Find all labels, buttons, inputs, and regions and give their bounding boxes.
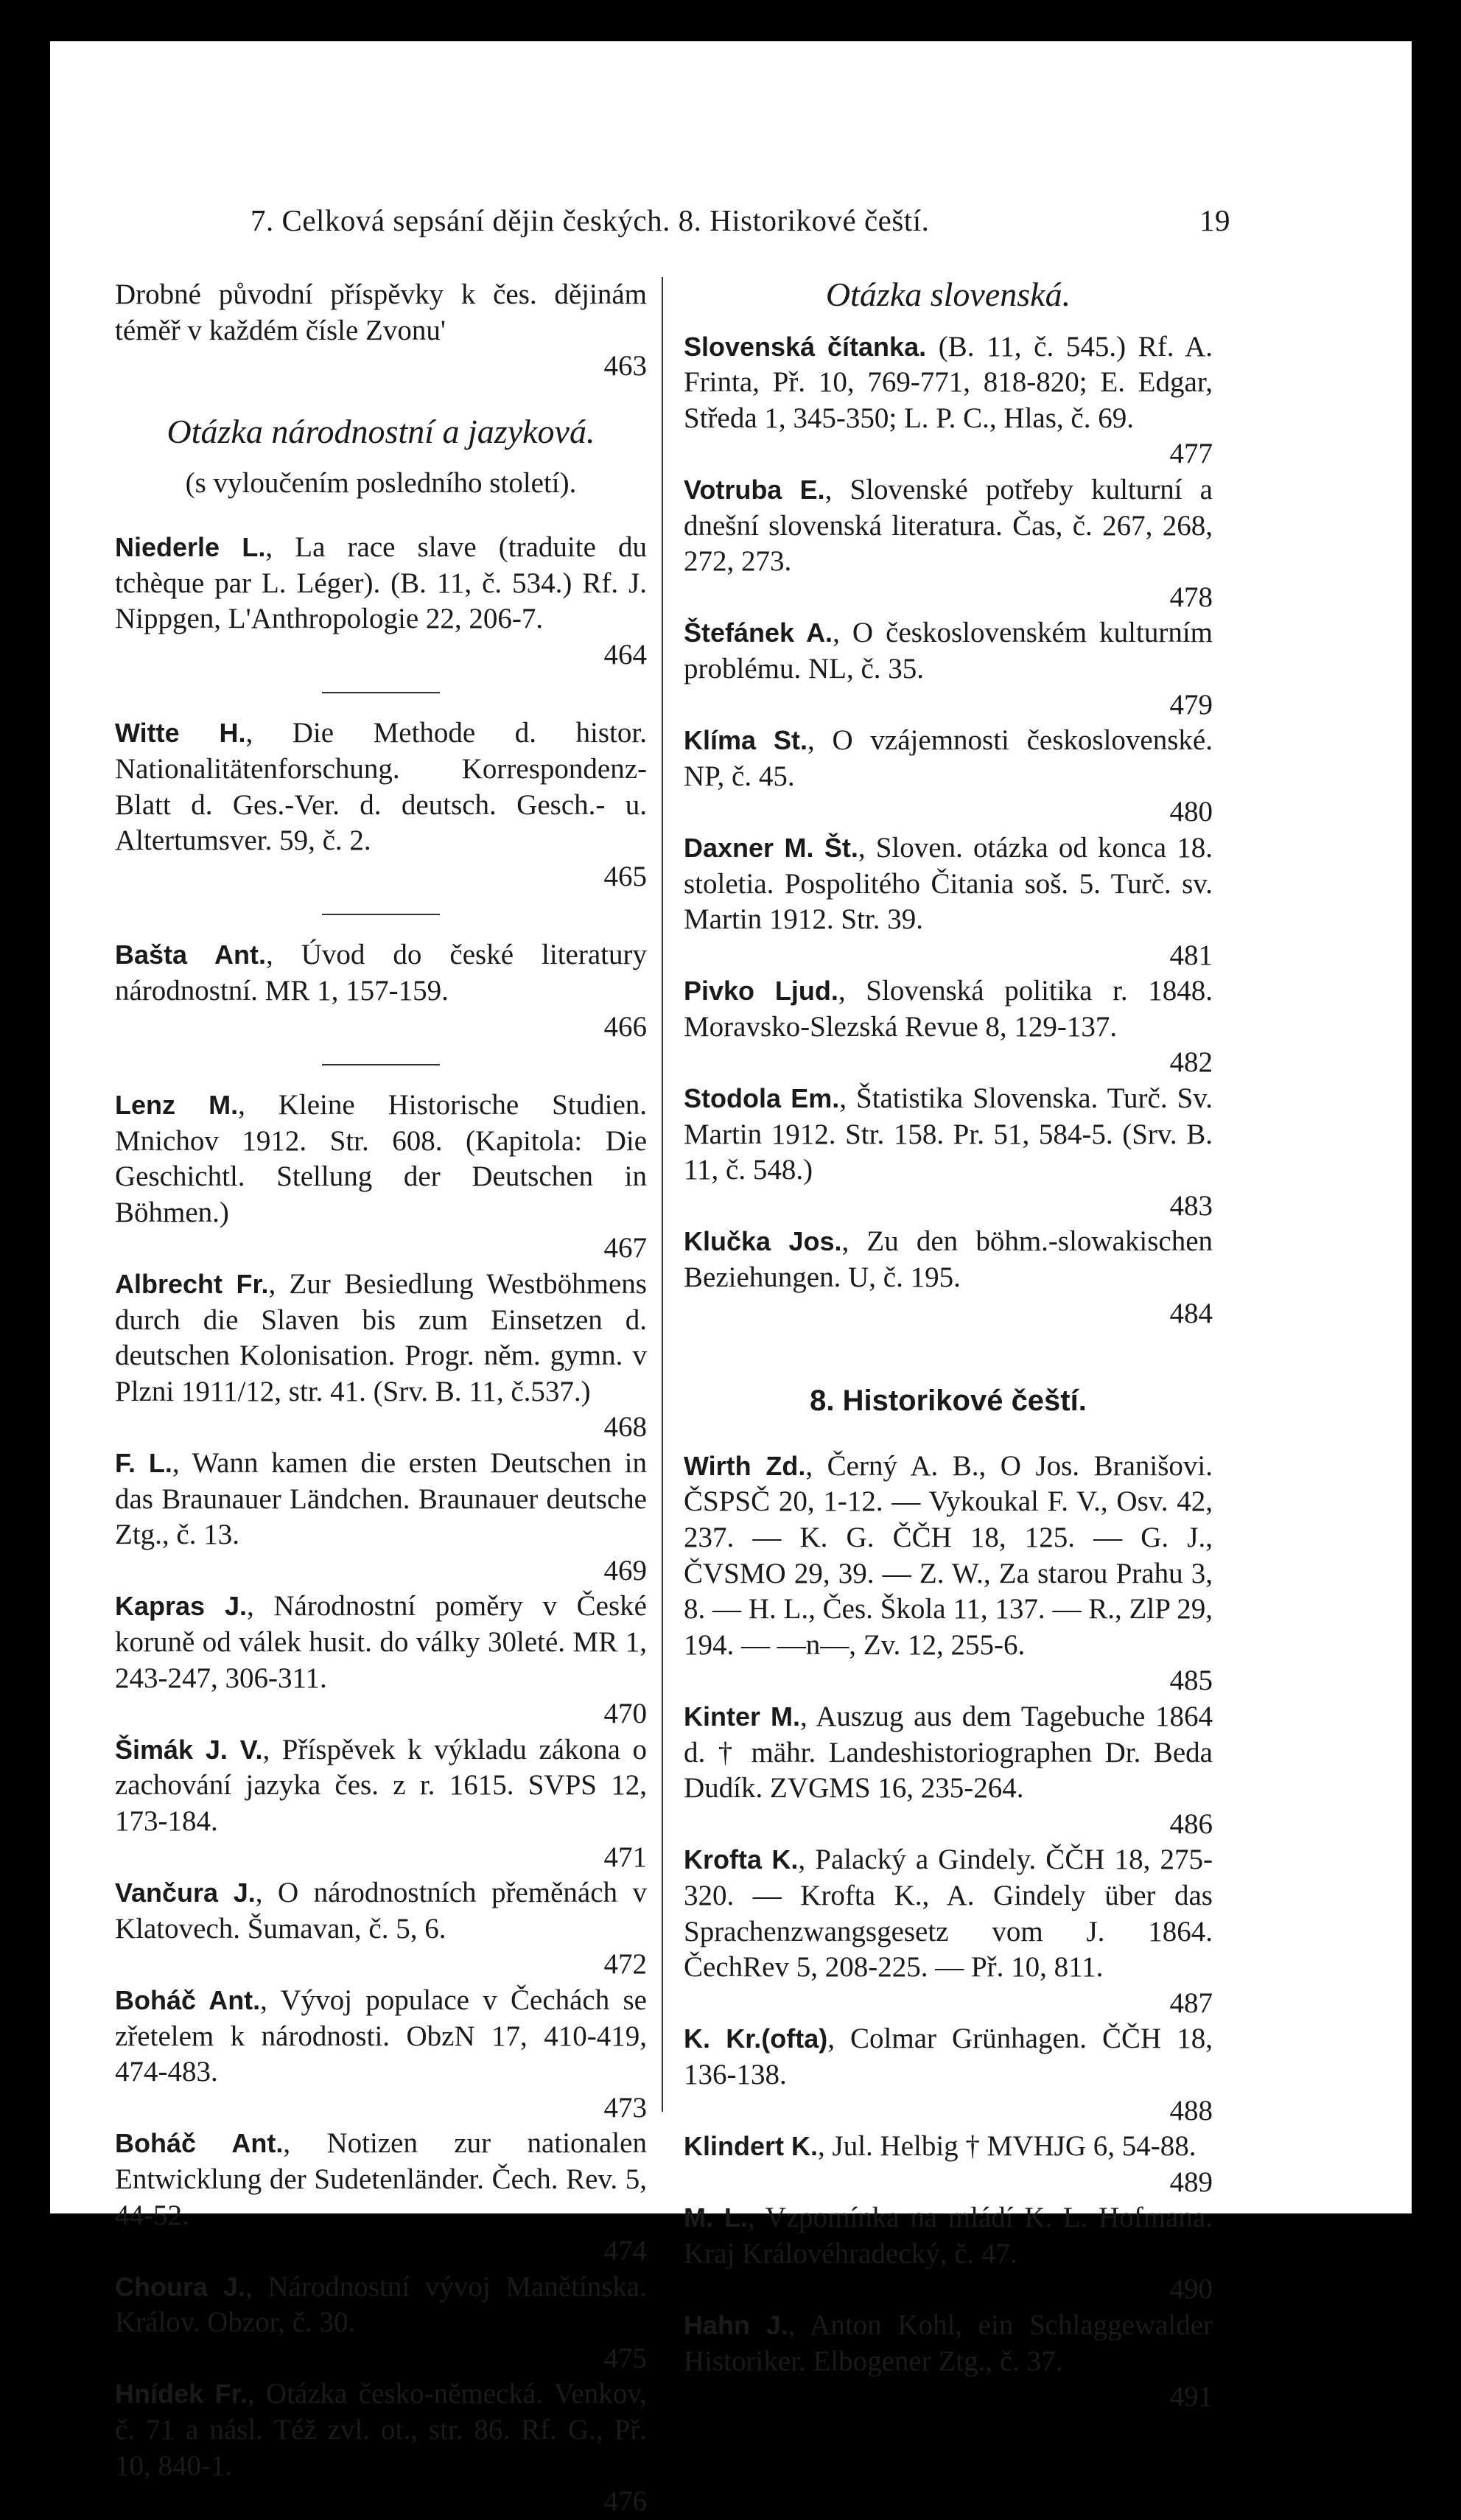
bibliography-entry xyxy=(684,615,1213,723)
bibliography-entry xyxy=(115,715,647,895)
entry-number: 487 xyxy=(1169,1987,1213,2019)
entry-number: 478 xyxy=(1169,581,1213,613)
entry-number: 490 xyxy=(1169,2273,1213,2306)
bibliography-entry xyxy=(115,1732,647,1875)
entry-number: 466 xyxy=(603,1010,647,1043)
entry-body xyxy=(115,1267,647,1410)
entry-text: , O národnostních přeměnách v Klatovech. Šumavan, č. 5, 6. xyxy=(115,1877,647,1945)
separator-rule xyxy=(322,692,440,693)
entry-number: 467 xyxy=(603,1232,647,1264)
entry-author: Stodola Em. xyxy=(684,1083,840,1114)
entry-body xyxy=(115,715,647,858)
entry-text: , La race slave (traduite du tchèque par L. Léger). (B. 11, č. 534.) Rf. J. Nippgen, L'Anthropologie 22, 206-7. xyxy=(115,531,647,635)
entry-text: , Anton Kohl, ein Schlaggewalder Historiker. Elbogener Ztg., č. 37. xyxy=(684,2309,1213,2377)
entry-number: 470 xyxy=(603,1698,647,1730)
entry-text: , Die Methode d. histor. Nationalitätenforschung. Korrespondenz-Blatt d. Ges.-Ver. d. deutsch. Gesch.- u. Altertumsver. 59, č. 2. xyxy=(115,717,647,857)
entry-body xyxy=(115,937,647,1009)
entry-author: K. Kr.(ofta) xyxy=(684,2023,828,2054)
entry-author: Votruba E. xyxy=(684,474,825,505)
entry-author: Albrecht Fr. xyxy=(115,1269,269,1300)
entry-text: , Jul. Helbig † MVHJG 6, 54-88. xyxy=(818,2130,1197,2163)
entry-body xyxy=(684,2021,1213,2093)
entry-text: , Vzpomínka na mládí K. L. Hofmana. Kraj Královéhradecký, č. 47. xyxy=(684,2202,1213,2269)
bibliography-entry xyxy=(115,2126,647,2269)
entry-number: 469 xyxy=(603,1554,647,1586)
entry-body xyxy=(684,973,1213,1045)
entry-body xyxy=(684,1224,1213,1295)
entry-number: 475 xyxy=(603,2342,647,2374)
separator-rule xyxy=(322,914,440,915)
entry-text: , Černý A. B., O Jos. Branišovi. ČSPSČ 20, 1-12. — Vykoukal F. V., Osv. 42, 237. — K. G. ČČH 18, 125. — G. J., ČVSMO 29, 39. — Z. W., Za starou Prahu 3, 8. — H. L., Čes. Škola 11, 137. — R., ZlP 29, 194. — —n—, Zv. 12, 255-6. xyxy=(684,1449,1213,1661)
entry-body xyxy=(115,1875,647,1947)
bibliography-entry xyxy=(684,830,1213,973)
bibliography-entry xyxy=(684,2129,1213,2200)
entry-author: Wirth Zd. xyxy=(684,1450,806,1481)
entry-text: , Auszug aus dem Tagebuche 1864 d. † mähr. Landeshistoriographen Dr. Beda Dudík. ZVGMS 16, 235-264. xyxy=(684,1700,1213,1805)
left-entries-list xyxy=(115,530,647,2520)
entry-number: 468 xyxy=(603,1411,647,1443)
entry-number: 476 xyxy=(603,2485,647,2518)
entry-author: Štefánek A. xyxy=(684,617,833,648)
entry-text: , O vzájemnosti československé. NP, č. 45. xyxy=(684,724,1213,792)
entry-author: Bašta Ant. xyxy=(115,939,266,970)
entry-number: 473 xyxy=(603,2091,647,2124)
section-heading-national: Otázka národnostní a jazyková. xyxy=(167,412,595,450)
entry-number: 472 xyxy=(603,1948,647,1981)
entry-text: , Colmar Grünhagen. ČČH 18, 136-138. xyxy=(684,2023,1213,2090)
entry-number: 474 xyxy=(603,2235,647,2267)
intro-text: Drobné původní příspěvky k čes. dějinám téměř v každém čísle Zvonu' xyxy=(115,279,647,346)
entry-author: Vančura J. xyxy=(115,1877,256,1908)
entry-author: F. L. xyxy=(115,1448,172,1479)
entry-number: 463 xyxy=(603,350,647,382)
bibliography-entry xyxy=(684,329,1213,472)
entry-number: 488 xyxy=(1169,2094,1213,2127)
section-heading-slovak: Otázka slovenská. xyxy=(825,276,1071,313)
entry-author: Lenz M. xyxy=(115,1090,239,1121)
right-column xyxy=(684,277,1213,2415)
entry-number: 471 xyxy=(603,1841,647,1873)
entry-text: , Příspěvek k výkladu zákona o zachování jazyka čes. z r. 1615. SVPS 12, 173-184. xyxy=(115,1733,647,1837)
entry-body xyxy=(115,1983,647,2090)
entry-number: 480 xyxy=(1169,796,1213,828)
entry-author: M. L. xyxy=(684,2202,748,2233)
entry-body xyxy=(115,1446,647,1553)
entry-text: , Národnostní vývoj Manětínska. Králov. Obzor, č. 30. xyxy=(115,2270,647,2339)
entry-body xyxy=(684,615,1213,687)
bibliography-entry xyxy=(684,973,1213,1081)
bibliography-entry xyxy=(684,1842,1213,2021)
bibliography-entry xyxy=(115,530,647,673)
entry-author: Slovenská čítanka. xyxy=(684,331,927,362)
entry-text: , Slovenské potřeby kulturní a dnešní slovenská literatura. Čas, č. 267, 268, 272, 273. xyxy=(684,473,1213,578)
section-heading-historians: 8. Historikové čeští. xyxy=(810,1385,1087,1418)
entry-body xyxy=(684,329,1213,437)
entry-body xyxy=(684,1081,1213,1189)
bibliography-entry xyxy=(684,723,1213,830)
entry-text: , O československém kulturním problému. NL, č. 35. xyxy=(684,617,1213,685)
entry-text: , Zu den böhm.-slowakischen Beziehungen. U, č. 195. xyxy=(684,1225,1213,1294)
entry-number: 464 xyxy=(603,638,647,671)
entry-text: , Otázka česko-německá. Venkov, č. 71 a násl. Též zvl. ot., str. 86. Rf. G., Př. 10, 840-1. xyxy=(115,2378,647,2482)
entry-author: Krofta K. xyxy=(684,1844,799,1875)
column-divider xyxy=(662,277,663,2112)
bibliography-entry xyxy=(684,2308,1213,2415)
bibliography-entry xyxy=(115,1088,647,1267)
bibliography-entry xyxy=(115,2269,647,2377)
entry-author: Hahn J. xyxy=(684,2310,788,2341)
entry-number: 491 xyxy=(1169,2381,1213,2413)
bibliography-entry xyxy=(684,1449,1213,1699)
entry-text: , Zur Besiedlung Westböhmens durch die Slaven bis zum Einsetzen d. deutschen Kolonisation. Progr. něm. gymn. v Plzni 1911/12, str. 41. (Srv. B. 11, č.537.) xyxy=(115,1268,647,1407)
entry-number: 486 xyxy=(1169,1807,1213,1840)
entry-text: , Úvod do české literatury národnostní. MR 1, 157-159. xyxy=(115,939,647,1007)
entry-body xyxy=(115,2376,647,2484)
entry-author: Hnídek Fr. xyxy=(115,2379,248,2409)
entry-body xyxy=(684,2200,1213,2272)
entry-body xyxy=(684,830,1213,938)
bibliography-entry xyxy=(684,1081,1213,1224)
entry-text: , Národnostní poměry v České koruně od válek husit. do války 30leté. MR 1, 243-247, 306-311. xyxy=(115,1590,647,1694)
entry-body xyxy=(115,2269,647,2341)
entry-author: Choura J. xyxy=(115,2271,245,2302)
left-column xyxy=(115,277,647,2520)
bibliography-entry xyxy=(115,2376,647,2519)
running-title: 7. Celková sepsání dějin českých. 8. Historikové čeští. xyxy=(250,203,930,237)
bibliography-entry xyxy=(115,1267,647,1446)
right-entries-list xyxy=(684,329,1213,1332)
entry-body xyxy=(115,530,647,637)
bibliography-entry xyxy=(115,1446,647,1589)
entry-author: Kapras J. xyxy=(115,1591,247,1622)
entry-text: , Wann kamen die ersten Deutschen in das Braunauer Ländchen. Braunauer deutsche Ztg., č. 13. xyxy=(115,1447,647,1551)
page-number: 19 xyxy=(1199,203,1230,237)
bibliography-entry xyxy=(684,472,1213,615)
bibliography-entry xyxy=(684,1224,1213,1331)
entry-text: , Vývoj populace v Čechách se zřetelem k národnosti. ObzN 17, 410-419, 474-483. xyxy=(115,1984,647,2088)
entry-text: , Slovenská politika r. 1848. Moravsko-Slezská Revue 8, 129-137. xyxy=(684,975,1213,1043)
entry-author: Daxner M. Št. xyxy=(684,832,858,863)
entry-number: 479 xyxy=(1169,688,1213,721)
entry-number: 489 xyxy=(1169,2166,1213,2198)
bibliography-entry xyxy=(115,1589,647,1732)
entry-author: Witte H. xyxy=(115,718,246,749)
entry-body xyxy=(115,1589,647,1696)
bibliography-entry xyxy=(684,1699,1213,1842)
entry-body xyxy=(684,2129,1213,2165)
entry-body xyxy=(115,2126,647,2233)
historian-entries-list xyxy=(684,1449,1213,2415)
intro-entry xyxy=(115,277,647,385)
entry-author: Šimák J. V. xyxy=(115,1734,263,1765)
entry-author: Pivko Ljud. xyxy=(684,976,838,1007)
entry-body xyxy=(115,1732,647,1840)
entry-text: , Štatistika Slovenska. Turč. Sv. Martin 1912. Str. 158. Pr. 51, 584-5. (Srv. B. 11, č. 548.) xyxy=(684,1082,1213,1186)
bibliography-entry xyxy=(115,1983,647,2126)
section-subheading: (s vyloučením posledního století). xyxy=(185,467,577,500)
entry-author: Boháč Ant. xyxy=(115,1984,261,2015)
bibliography-entry xyxy=(115,1875,647,1983)
entry-author: Niederle L. xyxy=(115,531,266,562)
entry-number: 481 xyxy=(1169,939,1213,971)
separator-rule xyxy=(322,1064,440,1065)
entry-text: , Sloven. otázka od konca 18. stoletia. Pospolitého Čitania soš. 5. Turč. sv. Martin 1912. Str. 39. xyxy=(684,831,1213,936)
entry-author: Klindert K. xyxy=(684,2131,819,2162)
entry-author: Klíma St. xyxy=(684,725,808,756)
entry-body xyxy=(684,472,1213,580)
entry-body xyxy=(684,1699,1213,1807)
entry-number: 482 xyxy=(1169,1046,1213,1079)
entry-number: 485 xyxy=(1169,1665,1213,1697)
entry-number: 484 xyxy=(1169,1297,1213,1329)
entry-number: 465 xyxy=(603,860,647,892)
entry-body xyxy=(684,723,1213,794)
entry-author: Klučka Jos. xyxy=(684,1226,842,1257)
entry-author: Boháč Ant. xyxy=(115,2128,284,2159)
entry-number: 483 xyxy=(1169,1189,1213,1222)
entry-text: , Notizen zur nationalen Entwicklung der Sudetenländer. Čech. Rev. 5, 44-52. xyxy=(115,2127,647,2231)
entry-text: , Palacký a Gindely. ČČH 18, 275-320. — Krofta K., A. Gindely über das Sprachenzwangsgesetz vom J. 1864. ČechRev 5, 208-225. — Př. 10, 811. xyxy=(684,1844,1213,1984)
entry-body xyxy=(684,1842,1213,1985)
entry-number: 477 xyxy=(1169,438,1213,470)
entry-text: , Kleine Historische Studien. Mnichov 1912. Str. 608. (Kapitola: Die Geschichtl. Stellung der Deutschen in Böhmen.) xyxy=(115,1089,647,1228)
bibliography-entry xyxy=(115,937,647,1045)
entry-text: (B. 11, č. 545.) Rf. A. Frinta, Př. 10, 769-771, 818-820; E. Edgar, Středa 1, 345-350; L. P. C., Hlas, č. 69. xyxy=(684,330,1213,434)
entry-author: Kinter M. xyxy=(684,1701,800,1732)
entry-body xyxy=(684,2308,1213,2379)
bibliography-entry xyxy=(684,2021,1213,2129)
entry-body xyxy=(684,1449,1213,1664)
bibliography-entry xyxy=(684,2200,1213,2308)
entry-body xyxy=(115,1088,647,1231)
